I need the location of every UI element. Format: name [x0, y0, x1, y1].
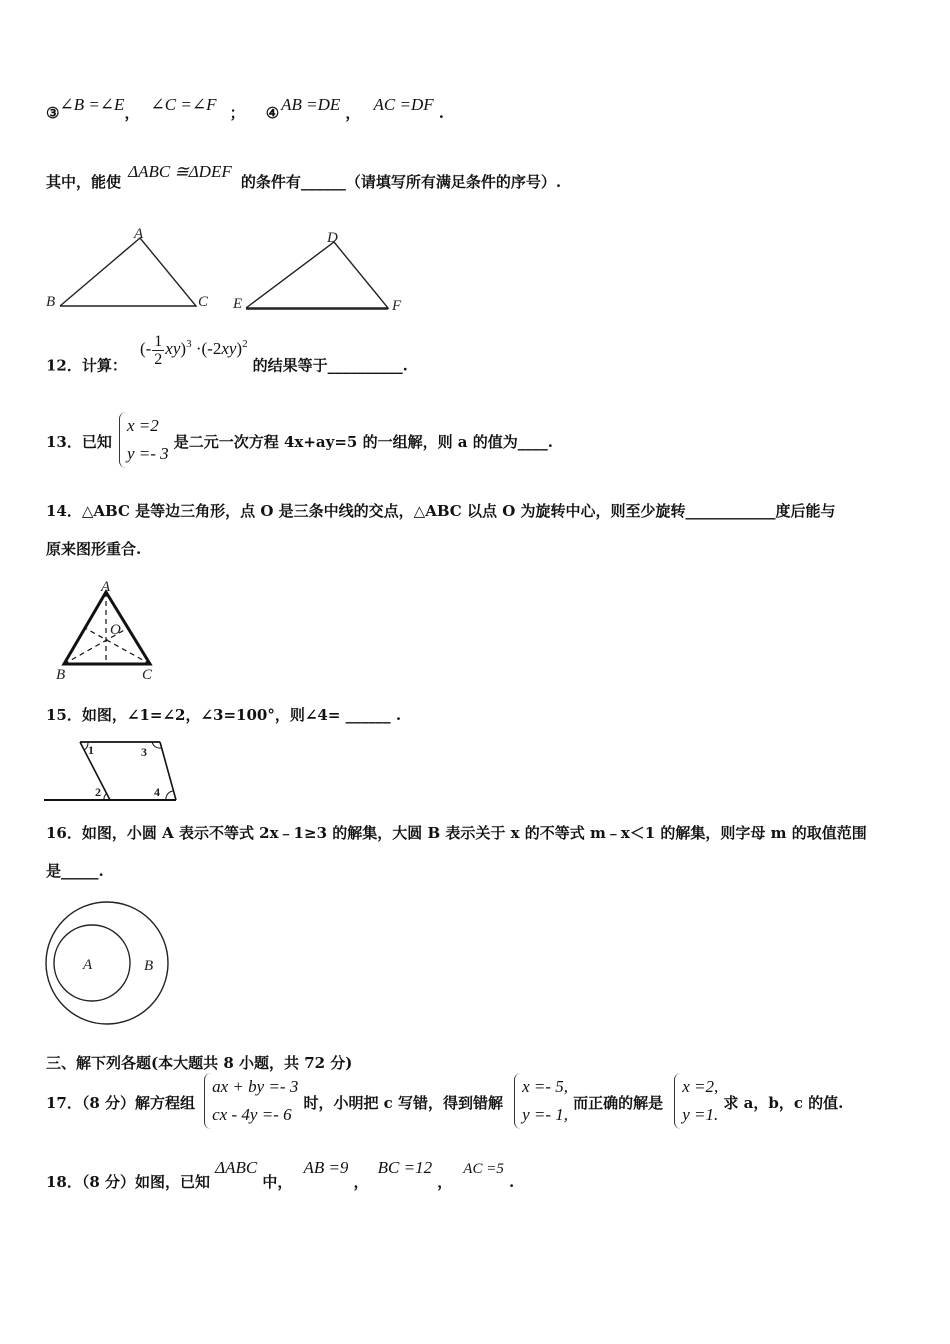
equation-2: cx - 4y =- 6 — [212, 1105, 292, 1124]
coefficient: 2 — [212, 339, 222, 359]
label-c: C — [198, 294, 209, 310]
q15-parallelogram-figure — [44, 736, 184, 804]
q17-suffix: 求 a，b，c 的值. — [723, 1094, 844, 1112]
length-ac: AC =5 — [463, 1161, 504, 1177]
angle-4-arc — [166, 791, 173, 800]
fraction-denominator: 2 — [154, 351, 163, 368]
exponent: 2 — [242, 338, 248, 351]
label-b: B — [56, 667, 66, 683]
label-b: B — [46, 294, 56, 310]
correct-y: y =1. — [682, 1105, 719, 1124]
length-bc: BC =12 — [377, 1158, 433, 1177]
length-ab: AB =9 — [303, 1158, 349, 1177]
q13-system — [119, 412, 169, 468]
label-e: E — [233, 296, 243, 312]
equation-x: x =2 — [126, 416, 159, 435]
circled-number-4: ④ — [265, 104, 280, 122]
label-c: C — [142, 667, 153, 683]
period: . — [508, 1173, 515, 1191]
q17-correct-solution — [674, 1073, 718, 1129]
q14-equilateral-triangle-figure — [46, 578, 166, 684]
condition-3-angle-c: ∠C =∠F — [150, 95, 217, 114]
equation-1: ax + by =- 3 — [212, 1077, 299, 1096]
correct-x: x =2, — [682, 1077, 719, 1096]
wrong-x: x =- 5, — [522, 1077, 569, 1096]
label-b: B — [144, 958, 154, 974]
q12 — [46, 333, 408, 375]
label-a: A — [134, 226, 144, 242]
paren-open: (- — [139, 339, 152, 359]
angle-label-4: 4 — [154, 785, 160, 799]
label-f: F — [392, 298, 402, 314]
q16-line1: 16．如图，小圆 A 表示不等式 2x﹣1≥3 的解集，大圆 B 表示关于 x 的不等式 m﹣x＜1 的解集，则字母 m 的取值范围 — [46, 824, 867, 842]
fraction-one-half — [152, 333, 164, 368]
q13-prefix: 13．已知 — [46, 433, 112, 451]
q15-text: 15．如图，∠1=∠2，∠3=100°，则∠4= ______ . — [46, 706, 402, 724]
triangle-def — [246, 242, 388, 308]
q14-line2: 原来图形重合. — [46, 540, 142, 558]
exponent: 3 — [186, 338, 192, 351]
q11-text-a: 其中，能使 — [46, 173, 122, 191]
q12-suffix: 的结果等于__________. — [252, 356, 408, 375]
q13 — [46, 412, 553, 468]
q17-prefix: 17．（8 分）解方程组 — [46, 1094, 196, 1112]
label-a: A — [83, 957, 93, 973]
q18-mid: 中， — [262, 1173, 293, 1191]
label-a: A — [101, 579, 111, 595]
fraction-numerator: 1 — [154, 333, 163, 350]
q12-prefix: 12．计算： — [46, 356, 127, 375]
q12-expression — [139, 333, 248, 368]
condition-4-ac: AC =DF — [373, 95, 434, 114]
q11-conditions — [46, 95, 444, 123]
angle-label-1: 1 — [88, 743, 94, 757]
condition-3-angle-b: ∠B =∠E — [59, 95, 125, 114]
comma: ， — [345, 104, 361, 122]
q17-wrong-solution — [514, 1073, 568, 1129]
comma: ， — [437, 1173, 453, 1191]
period: . — [438, 104, 444, 122]
q18 — [46, 1158, 514, 1192]
label-d: D — [327, 230, 338, 246]
label-o: O — [110, 622, 121, 638]
right-side — [160, 742, 176, 800]
triangle-abc — [60, 238, 196, 306]
comma: ， — [353, 1173, 369, 1191]
semicolon: ； — [229, 104, 245, 122]
q17 — [46, 1073, 843, 1129]
comma: ， — [124, 104, 140, 122]
angle-2-arc — [104, 793, 107, 800]
q17-system-1 — [204, 1073, 298, 1129]
circled-number-3: ③ — [46, 104, 60, 122]
equation-y: y =- 3 — [126, 444, 169, 463]
paren-close: ) — [180, 339, 187, 359]
q18-prefix: 18．（8 分）如图，已知 — [46, 1173, 211, 1191]
q17-mid-2: 而正确的解是 — [573, 1094, 664, 1112]
q11-text-b: 的条件有______（请填写所有满足条件的序号）. — [240, 173, 562, 191]
paren-open: (- — [201, 339, 213, 359]
triangle-abc: ΔABC — [215, 1158, 258, 1177]
q14-line1: 14．△ABC 是等边三角形，点 O 是三条中线的交点，△ABC 以点 O 为旋转中心，则至少旋转____________度后能与 — [46, 502, 836, 520]
q17-mid-1: 时，小明把 c 写错，得到错解 — [303, 1094, 504, 1112]
congruence-expression: ΔABC ≅ΔDEF — [128, 162, 232, 181]
variable-xy: xy — [221, 339, 237, 359]
q11-question — [46, 162, 561, 192]
wrong-y: y =- 1, — [522, 1105, 569, 1124]
q13-suffix: 是二元一次方程 4x+ay=5 的一组解，则 a 的值为____. — [173, 433, 553, 451]
q11-triangles-figure — [40, 222, 420, 322]
condition-4-ab: AB =DE — [281, 95, 341, 114]
q16-line2: 是_____. — [46, 862, 104, 880]
angle-label-3: 3 — [141, 745, 147, 759]
paren-close: ) — [236, 339, 243, 359]
multiply-dot: · — [195, 339, 202, 359]
triangle-abc — [64, 592, 150, 664]
section-3-heading: 三、解下列各题(本大题共 8 小题，共 72 分) — [46, 1054, 353, 1072]
q16-circles-figure — [40, 896, 176, 1032]
variable-xy: xy — [165, 339, 181, 359]
angle-label-2: 2 — [95, 785, 101, 799]
